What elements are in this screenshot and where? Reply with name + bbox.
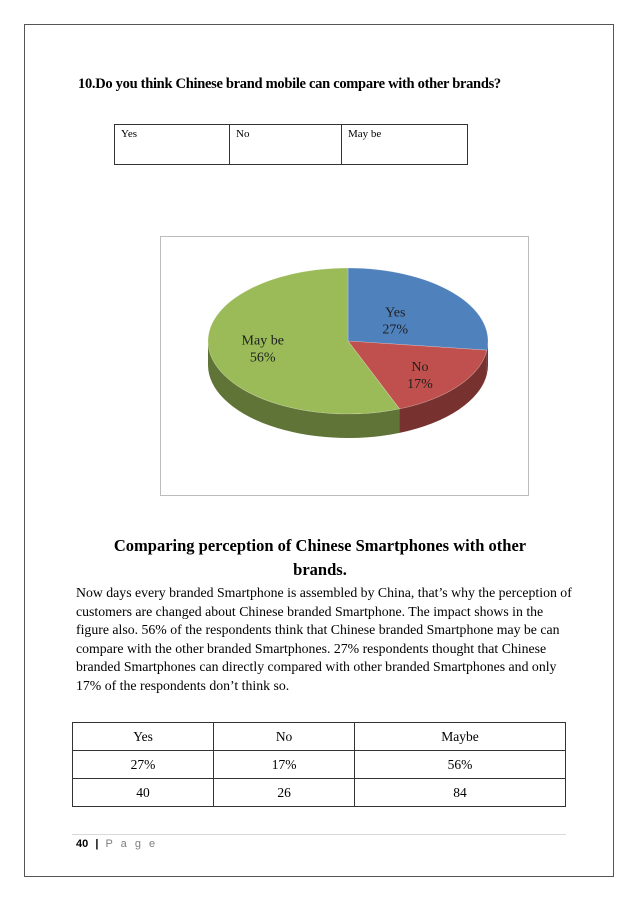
table-cell: 27%	[73, 751, 214, 779]
pie-chart-svg	[161, 237, 528, 495]
table-cell: 84	[355, 779, 566, 807]
results-table	[72, 722, 566, 807]
section-heading: Comparing perception of Chinese Smartphones with other brands.	[113, 536, 527, 579]
pie-value-may-be: 56%	[249, 350, 276, 366]
options-table	[114, 124, 468, 165]
footer-rule	[72, 834, 566, 835]
table-cell: 56%	[355, 751, 566, 779]
table-header-row	[73, 723, 566, 751]
table-row-count	[73, 779, 566, 807]
header-cell-maybe: Maybe	[355, 723, 566, 751]
header-cell-yes: Yes	[73, 723, 214, 751]
body-paragraph: Now days every branded Smartphone is assembled by China, that’s why the perception of customers are changed about Chinese branded Smartphone. The impact shows in the figure also. 56% of the respondents think that Chinese branded Smartphone may be can compare with the other branded Smartphones. 27% respondents thought that Chinese branded Smartphones can directly compared with other branded Smartphones and only 17% of the respondents don’t think so.	[76, 585, 572, 693]
option-no-cell: No	[230, 125, 342, 165]
question-heading: 10.Do you think Chinese brand mobile can compare with other brands?	[78, 76, 501, 92]
pie-label-may-be: May be	[241, 333, 284, 349]
page-label: P a g e	[105, 838, 158, 850]
header-cell-no: No	[214, 723, 355, 751]
option-yes-cell: Yes	[115, 125, 230, 165]
pie-value-yes: 27%	[382, 322, 409, 338]
option-maybe-cell: May be	[342, 125, 468, 165]
pie-chart	[160, 236, 529, 496]
table-cell: 26	[214, 779, 355, 807]
pie-label-no: No	[411, 360, 429, 376]
table-row-percent	[73, 751, 566, 779]
options-row	[115, 125, 468, 165]
page-number: 40	[76, 838, 89, 850]
table-cell: 40	[73, 779, 214, 807]
pie-label-yes: Yes	[385, 305, 406, 321]
page-footer	[76, 838, 158, 850]
table-cell: 17%	[214, 751, 355, 779]
pie-value-no: 17%	[407, 377, 433, 393]
footer-separator: |	[95, 838, 99, 850]
pie-slice-yes	[348, 268, 488, 350]
